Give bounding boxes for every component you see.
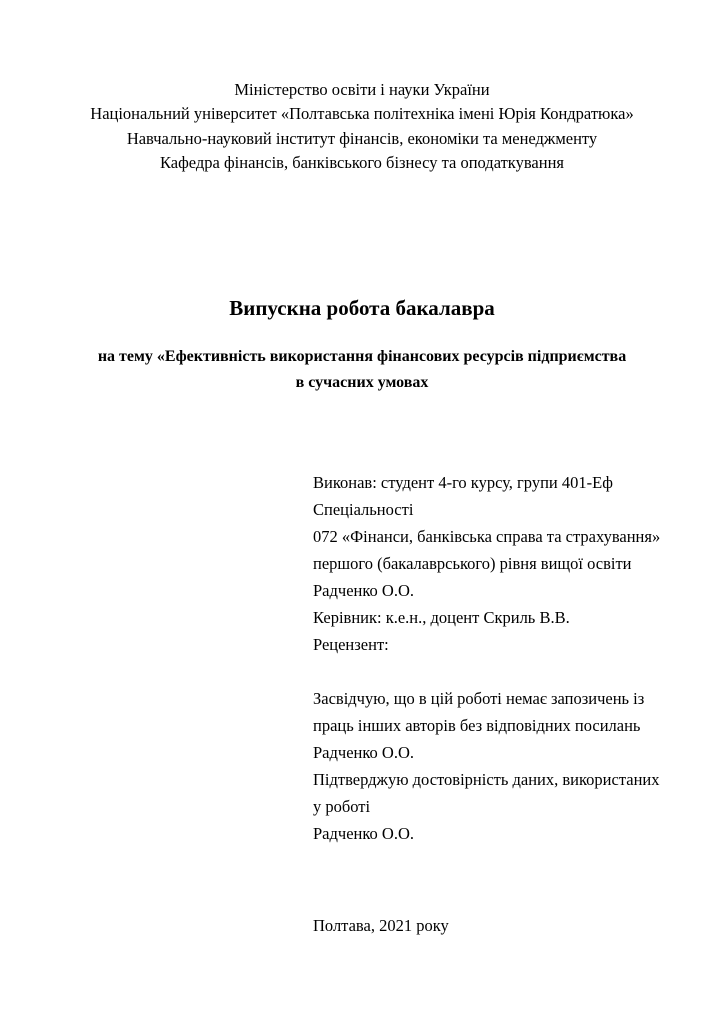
education-level-line: першого (бакалаврського) рівня вищої освіти: [313, 554, 632, 573]
author-signature-2: Радченко О.О.: [313, 824, 414, 843]
specialty-line: 072 «Фінанси, банківська справа та страхування»: [313, 527, 661, 546]
originality-statement-1: Засвідчую, що в цій роботі немає запозичень із: [313, 689, 645, 708]
author-name: Радченко О.О.: [313, 581, 414, 600]
author-signature-1: Радченко О.О.: [313, 743, 414, 762]
author-info-block: [313, 469, 660, 847]
specialty-label: Спеціальності: [313, 500, 414, 519]
institute-line: Навчально-науковий інститут фінансів, економіки та менеджменту: [126, 128, 598, 148]
university-line: Національний університет «Полтавська політехніка імені Юрія Кондратюка»: [90, 104, 634, 124]
blank-line: [313, 658, 660, 685]
data-confirmation-2: у роботі: [313, 797, 371, 816]
data-confirmation-1: Підтверджую достовірність даних, використаних: [313, 770, 660, 789]
originality-statement-2: праць інших авторів без відповідних посилань: [313, 716, 641, 735]
department-line: Кафедра фінансів, банківського бізнесу та оподаткування: [159, 152, 564, 172]
reviewer-line: Рецензент:: [313, 635, 389, 654]
document-title: Випускна робота бакалавра: [229, 296, 495, 320]
topic-line-1: на тему «Ефективність використання фінансових ресурсів підприємства: [97, 348, 627, 365]
institution-header: [0, 78, 724, 175]
performer-line: Виконав: студент 4-го курсу, групи 401-Еф: [313, 473, 613, 492]
ministry-line: Міністерство освіти і науки України: [234, 80, 490, 99]
thesis-topic: [0, 344, 724, 396]
topic-line-2: в сучасних умовах: [295, 374, 429, 391]
supervisor-line: Керівник: к.е.н., доцент Скриль В.В.: [313, 608, 570, 627]
place-year: Полтава, 2021 року: [313, 916, 449, 935]
